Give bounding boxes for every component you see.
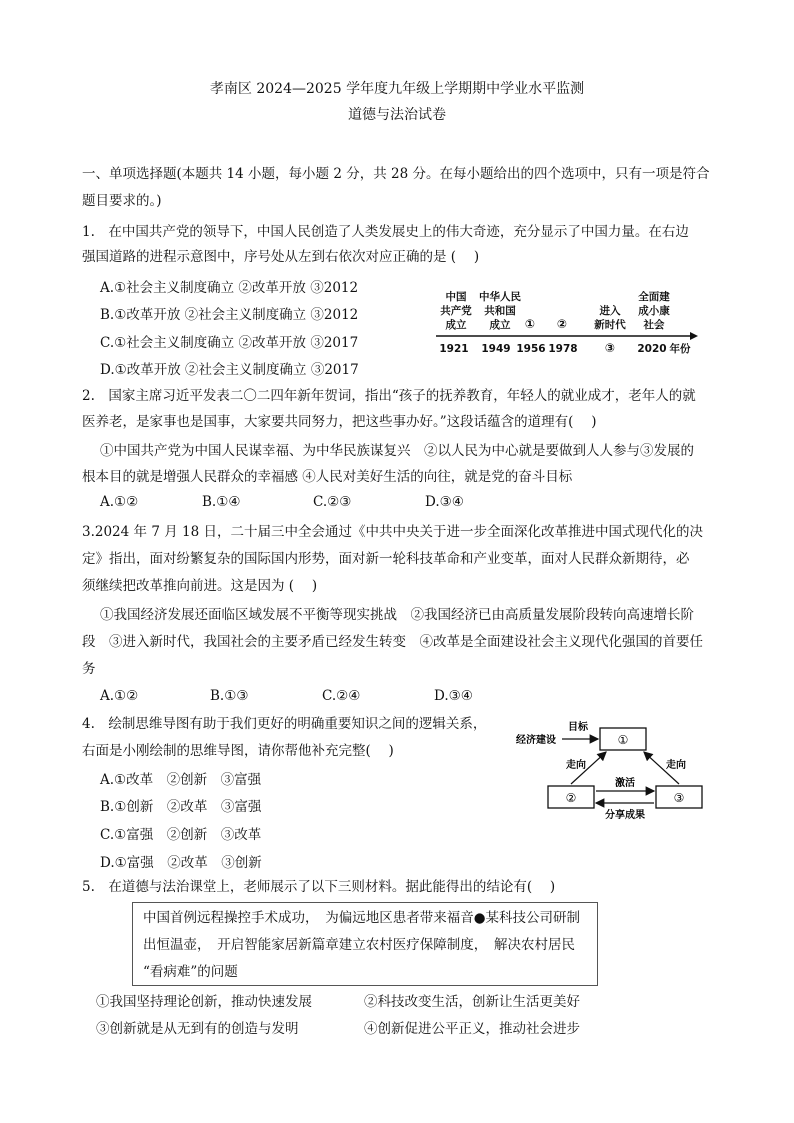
timeline-year-1978: 1978 [548, 343, 578, 355]
q1-option-c: C.①社会主义制度确立 ②改革开放 ③2017 [100, 335, 359, 351]
q5-material-line3: “看病难”的问题 [143, 964, 238, 980]
timeline-marker-2: ② [556, 317, 568, 331]
q4-option-c: C.①富强 ②创新 ③改革 [100, 827, 262, 843]
timeline-label-newera-2: 新时代 [594, 319, 626, 331]
exam-title: 孝南区 2024—2025 学年度九年级上学期期中学业水平监测 [209, 81, 585, 97]
q1-option-a: A.①社会主义制度确立 ②改革开放 ③2012 [100, 280, 359, 296]
mindmap-econ-label: 经济建设 [516, 735, 556, 746]
q3-option-b: B.①③ [210, 688, 249, 704]
q5-material-line2: 出恒温壶， 开启智能家居新篇章建立农村医疗保障制度， 解决农村居民 [143, 937, 575, 953]
timeline-label-xiaokang-2: 成小康 [638, 305, 670, 317]
q3-line2: 定》指出，面对纷繁复杂的国际国内形势，面对新一轮科技革命和产业变革，面对人民群众新期待，必 [82, 551, 690, 567]
q4-mindmap-diagram [506, 716, 720, 822]
q4-option-a: A.①改革 ②创新 ③富强 [100, 772, 262, 788]
q4-option-d: D.①富强 ②改革 ③创新 [100, 855, 262, 871]
svg-text:③: ③ [673, 791, 685, 805]
q2-line1: 2. 国家主席习近平发表二〇二四年新年贺词，指出“孩子的抚养教育，年轻人的就业成才，老年人的就 [82, 388, 696, 404]
q4-option-b: B.①创新 ②改革 ③富强 [100, 799, 262, 815]
timeline-unit: 年份 [669, 343, 691, 355]
q5-option-3: ③创新就是从无到有的创造与发明 [96, 1021, 299, 1037]
q2-option-b: B.①④ [202, 494, 241, 510]
q2-option-a: A.①② [100, 494, 139, 510]
exam-subtitle: 道德与法治试卷 [348, 107, 446, 123]
q5-option-2: ②科技改变生活，创新让生活更美好 [364, 994, 580, 1010]
q3-line6: 务 [82, 661, 96, 677]
timeline-label-newera-1: 进入 [599, 305, 621, 317]
q1-line1: 1. 在中国共产党的领导下，中国人民创造了人类发展史上的伟大奇迹，充分显示了中国力量。在右边 [82, 224, 689, 240]
q4-line2: 右面是小刚绘制的思维导图，请你帮他补充完整( ) [82, 743, 394, 759]
svg-text:①: ① [617, 733, 629, 747]
timeline-year-1949: 1949 [481, 343, 511, 355]
q1-option-d: D.①改革开放 ②社会主义制度确立 ③2017 [100, 362, 359, 378]
timeline-label-cpc-1: 中国 [445, 291, 467, 303]
q3-option-d: D.③④ [434, 688, 473, 704]
q2-line3: ①中国共产党为中国人民谋幸福、为中华民族谋复兴 ②以人民为中心就是要做到人人参与③发展的 [100, 443, 694, 459]
q2-line4: 根本目的就是增强人民群众的幸福感 ④人民对美好生活的向往，就是党的奋斗目标 [82, 469, 573, 485]
q5-material-line1: 中国首例远程操控手术成功， 为偏远地区患者带来福音●某科技公司研制 [143, 910, 581, 926]
svg-text:②: ② [565, 791, 577, 805]
section-heading-line1: 一、单项选择题(本题共 14 小题，每小题 2 分，共 28 分。在每小题给出的四个选项中，只有一项是符合 [82, 166, 710, 182]
timeline-label-prc-2: 共和国 [484, 305, 516, 317]
mindmap-right-path-label: 走向 [666, 760, 686, 771]
q2-option-d: D.③④ [425, 494, 464, 510]
timeline-year-2020: 2020 [637, 343, 667, 355]
timeline-label-prc-1: 中华人民 [479, 291, 521, 303]
mindmap-activate-label: 激活 [615, 778, 635, 789]
timeline-label-cpc-2: 共产党 [440, 305, 472, 317]
q1-timeline-diagram [428, 286, 698, 358]
q3-line5: 段 ③进入新时代，我国社会的主要矛盾已经发生转变 ④改革是全面建设社会主义现代化强国的首要任 [82, 634, 703, 650]
q3-option-c: C.②④ [322, 688, 361, 704]
timeline-label-cpc-3: 成立 [445, 319, 467, 331]
timeline-marker-1: ① [524, 317, 536, 331]
timeline-label-prc-3: 成立 [489, 319, 511, 331]
mindmap-share-label: 分享成果 [605, 810, 645, 821]
q2-line2: 医养老，是家事也是国事，大家要共同努力，把这些事办好。”这段话蕴含的道理有( ) [82, 414, 597, 430]
q1-line2: 强国道路的进程示意图中，序号处从左到右依次对应正确的是 ( ) [82, 249, 480, 265]
q5-line1: 5. 在道德与法治课堂上，老师展示了以下三则材料。据此能得出的结论有( ) [82, 879, 556, 895]
timeline-label-xiaokang-1: 全面建 [638, 291, 670, 303]
timeline-year-1956: 1956 [516, 343, 546, 355]
q3-option-a: A.①② [100, 688, 139, 704]
mindmap-goal-label: 目标 [568, 722, 588, 733]
section-heading-line2: 题目要求的。) [82, 193, 162, 209]
q5-material-box [132, 902, 598, 986]
timeline-year-1921: 1921 [439, 343, 469, 355]
q1-option-b: B.①改革开放 ②社会主义制度确立 ③2012 [100, 307, 359, 323]
timeline-label-xiaokang-3: 社会 [643, 319, 665, 331]
timeline-marker-3: ③ [604, 341, 616, 355]
q3-line3: 须继续把改革推向前进。这是因为 ( ) [82, 578, 318, 594]
q4-line1: 4. 绘制思维导图有助于我们更好的明确重要知识之间的逻辑关系， [82, 716, 487, 732]
q5-option-1: ①我国坚持理论创新，推动快速发展 [96, 994, 312, 1010]
mindmap-left-path-label: 走向 [566, 760, 586, 771]
q2-option-c: C.②③ [313, 494, 352, 510]
q3-line1: 3.2024 年 7 月 18 日，二十届三中全会通过《中共中央关于进一步全面深化改革推进中国式现代化的决 [82, 524, 703, 540]
q3-line4: ①我国经济发展还面临区域发展不平衡等现实挑战 ②我国经济已由高质量发展阶段转向高速增长阶 [100, 607, 694, 623]
q5-option-4: ④创新促进公平正义，推动社会进步 [364, 1021, 580, 1037]
